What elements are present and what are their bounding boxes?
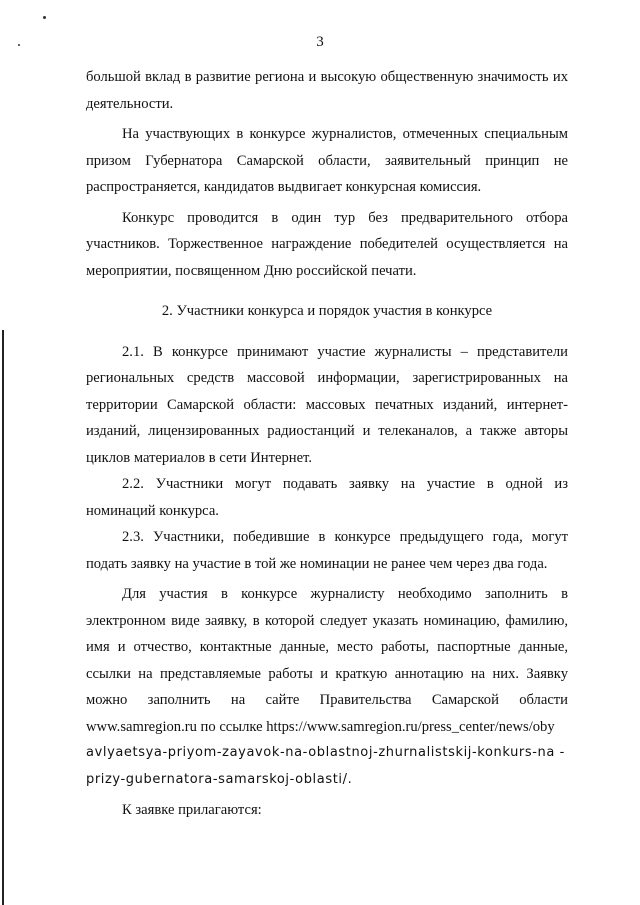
paragraph-significance: большой вклад в развитие региона и высокую общественную значимость их деятельности.	[86, 69, 568, 112]
scan-speck	[43, 16, 46, 19]
url-continuation-1: avlyaetsya-priyom-zayavok-na-oblastnoj-zhurnalistskij-konkurs-na -	[86, 745, 565, 760]
url-continuation-2: prizy-gubernatora-samarskoj-oblasti/.	[86, 771, 353, 787]
document-body	[86, 64, 568, 824]
scan-edge-line	[2, 330, 4, 905]
paragraph-application: Для участия в конкурсе журналисту необходимо заполнить в электронном виде заявку, в которой следует указать номинацию, фамилию, имя и отчество, контактные данные, место работы, паспортные данные, ссылки на представляемые работы и краткую аннотацию на них. Заявку можно заполнить на сайте Правительства Самарской области www.samregion.ru по ссылке https://www.samregion.ru/press_center/news/oby	[86, 586, 568, 735]
paragraph-2-1: 2.1. В конкурсе принимают участие журналисты – представители региональных средств массовой информации, зарегистрированных на территории Самарской области: массовых печатных изданий, интернет-изданий, лицензированных радиостанций и телеканалов, а также авторы циклов материалов в сети Интернет.	[86, 343, 568, 466]
paragraph-special-prize: На участвующих в конкурсе журналистов, отмеченных специальным призом Губернатора Самарской области, заявительный принцип не распространяется, кандидатов выдвигает конкурсная комиссия.	[86, 126, 568, 195]
paragraph-contest-round: Конкурс проводится в один тур без предварительного отбора участников. Торжественное награждение победителей осуществляется на мероприятии, посвященном Дню российской печати.	[86, 209, 568, 279]
paragraph-attachments: К заявке прилагаются:	[122, 802, 262, 818]
page-number: 3	[316, 34, 324, 50]
paragraph-2-2: 2.2. Участники могут подавать заявку на участие в одной из номинаций конкурса.	[86, 476, 568, 519]
section-heading-participants: 2. Участники конкурса и порядок участия в конкурсе	[161, 303, 493, 319]
paragraph-2-3: 2.3. Участники, победившие в конкурсе предыдущего года, могут подать заявку на участие в той же номинации не ранее чем через два года.	[86, 529, 568, 572]
